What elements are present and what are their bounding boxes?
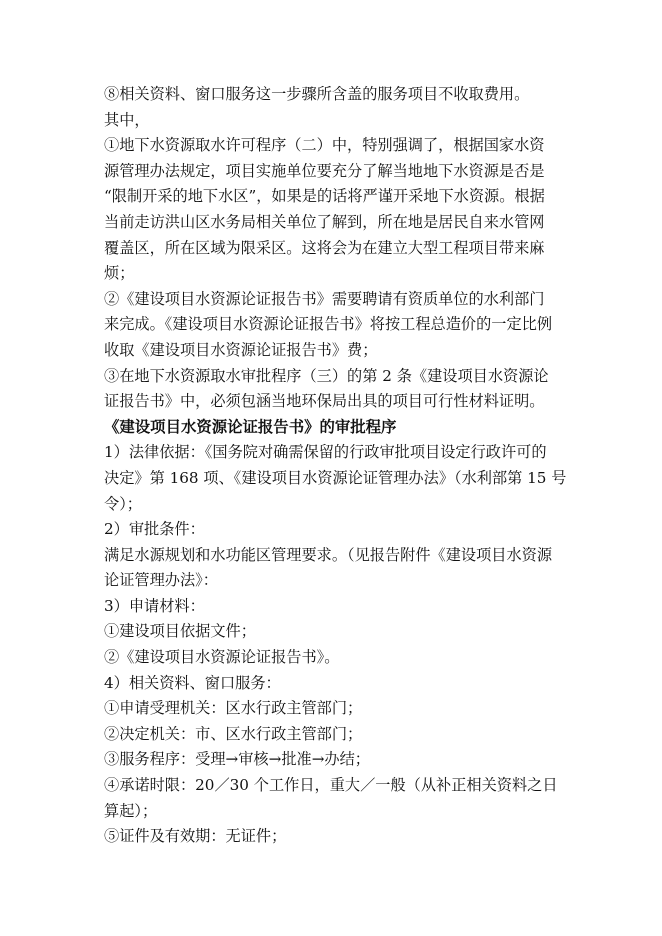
- paragraph-line: 决定》第 168 项、《建设项目水资源论证管理办法》（水利部第 15 号: [104, 468, 567, 487]
- paragraph-line: 2）审批条件：: [104, 520, 205, 539]
- paragraph-line: ②决定机关：市、区水行政主管部门；: [104, 724, 363, 743]
- paragraph-line: 覆盖区，所在区域为限采区。这将会为在建立大型工程项目带来麻: [104, 238, 545, 257]
- paragraph-line: ②《建设项目水资源论证报告书》需要聘请有资质单位的水利部门: [104, 289, 545, 308]
- paragraph-line: 当前走访洪山区水务局相关单位了解到，所在地是居民自来水管网: [104, 212, 545, 231]
- paragraph-line: 其中，: [104, 110, 150, 129]
- paragraph-line: 3）申请材料：: [104, 596, 205, 615]
- document-body: [104, 82, 567, 850]
- paragraph-line: ③在地下水资源取水审批程序（三）的第 2 条《建设项目水资源论: [104, 366, 549, 385]
- paragraph-line: ⑤证件及有效期：无证件；: [104, 827, 287, 846]
- paragraph-line: ①地下水资源取水许可程序（二）中，特别强调了，根据国家水资: [104, 136, 545, 155]
- paragraph-line: ④承诺时限：20／30 个工作日，重大／一般（从补正相关资料之日: [104, 776, 558, 795]
- paragraph-line: 论证管理办法》：: [104, 571, 218, 590]
- paragraph-line: 证报告书》中，必须包涵当地环保局出具的项目可行性材料证明。: [104, 392, 545, 411]
- paragraph-line: 算起）；: [104, 801, 158, 820]
- paragraph-line: ①申请受理机关：区水行政主管部门；: [104, 699, 363, 718]
- paragraph-line: 源管理办法规定，项目实施单位要充分了解当地地下水资源是否是: [104, 161, 545, 180]
- paragraph-line: 1）法律依据：《国务院对确需保留的行政审批项目设定行政许可的: [104, 443, 547, 462]
- paragraph-line: 收取《建设项目水资源论证报告书》费；: [104, 340, 378, 359]
- paragraph-line: 4）相关资料、窗口服务：: [104, 673, 281, 692]
- paragraph-line: ②《建设项目水资源论证报告书》。: [104, 648, 340, 667]
- paragraph-line: 满足水源规划和水功能区管理要求。（见报告附件《建设项目水资源: [104, 545, 553, 564]
- section-heading: 《建设项目水资源论证报告书》的审批程序: [104, 417, 397, 436]
- paragraph-line: 烦；: [104, 264, 135, 283]
- paragraph-line: ①建设项目依据文件；: [104, 622, 256, 641]
- paragraph-line: ③服务程序：受理→审核→批准→办结；: [104, 750, 370, 769]
- paragraph-line: 来完成。《建设项目水资源论证报告书》将按工程总造价的一定比例: [104, 315, 553, 334]
- paragraph-line: ⑧相关资料、窗口服务这一步骤所含盖的服务项目不收取费用。: [104, 85, 530, 103]
- paragraph-line: 令）；: [104, 494, 142, 513]
- paragraph-line: “限制开采的地下水区”，如果是的话将严谨开采地下水资源。根据: [104, 187, 545, 206]
